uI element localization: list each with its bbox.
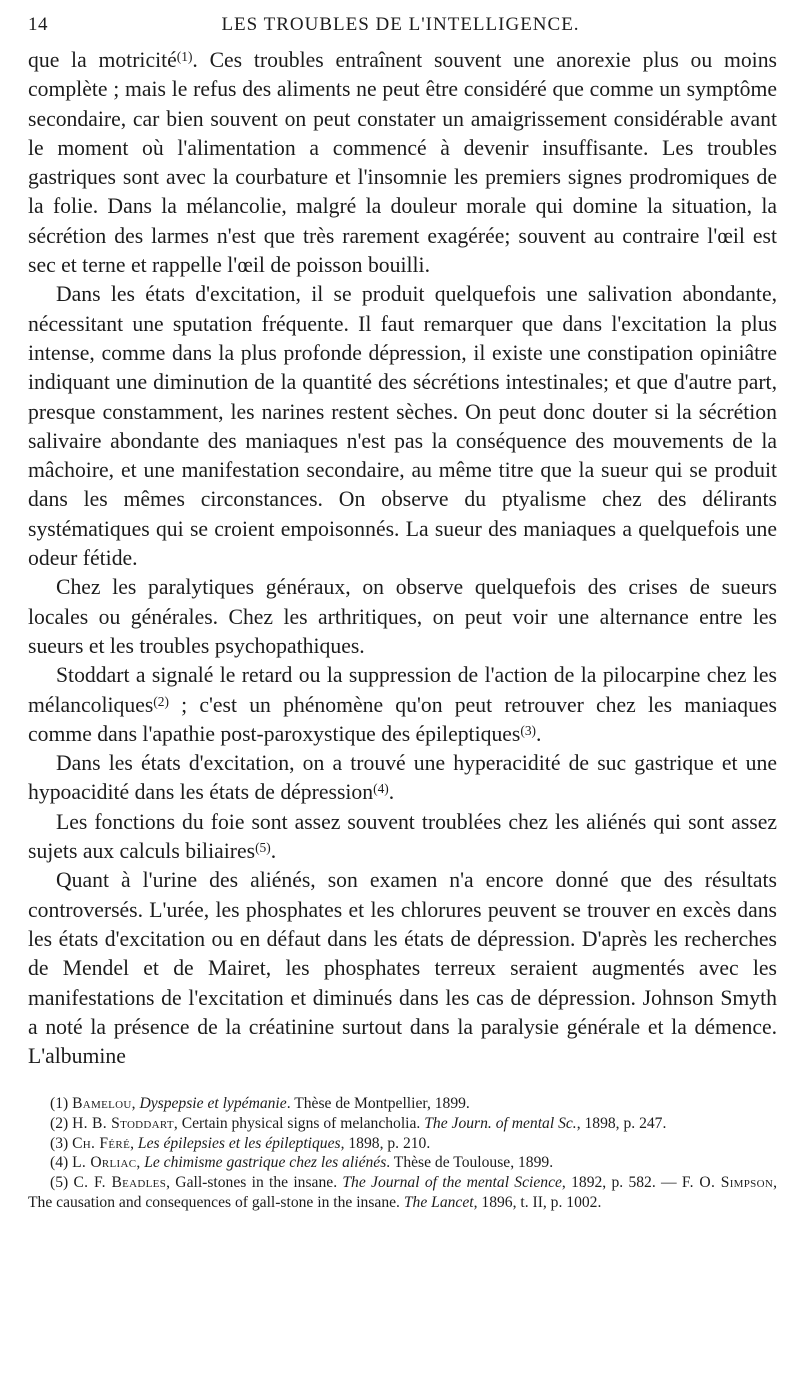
footnote-1: (1) Bamelou, Dyspepsie et lypémanie. Thèse de Montpellier, 1899. [50,1095,470,1112]
footnote-3: (3) Ch. Féré, Les épilepsies et les épileptiques, 1898, p. 210. [50,1134,431,1152]
paragraph-3: Chez les paralytiques généraux, on observe quelquefois des crises de sueurs locales ou générales. Chez les arthritiques, on peut voir une alternance entre les sueurs et les troubles psychopathiques. [28,575,777,658]
footnote-ref-5: (5) [255,839,271,855]
paragraph-2: Dans les états d'excitation, il se produit quelquefois une salivation abondante, nécessitant une sputation fréquente. Il faut remarquer que dans l'excitation la plus intense, comme dans la plus profonde dépression, il existe une constipation opiniâtre indiquant une diminution de la quantité des sécrétions intestinales; et que d'autre part, presque constamment, les narines restent sèches. On peut donc douter si la sécrétion salivaire abondante des maniaques n'est pas la conséquence des mouvements de la mâchoire, et une manifestation secondaire, au même titre que la sueur qui se produit dans les mêmes circonstances. On observe du ptyalisme chez des délirants systématiques qui se croient empoisonnés. La sueur des maniaques a quelquefois une odeur fétide. [28,282,777,571]
footnote-ref-4: (4) [373,781,389,797]
paragraph-1: que la motricité$^{(1)}$. Ces troubles entraînent souvent une anorexie plus ou moins complète ; mais le refus des aliments ne peut être considéré que comme un symptôme secondaire, car bien souvent on peut constater un amaigrissement considérable avant le moment où l'alimentation a commencé à devenir insuffisante. Les troubles gastriques sont avec la courbature et l'insomnie les premiers signes prodromiques de la folie. Dans la mélancolie, malgré la douleur morale qui domine la situation, la sécrétion des larmes n'est que très rarement exagérée; souvent au contraire l'œil est sec et terne et rappelle l'œil de poisson bouilli. [28,48,777,278]
paragraph-5: Dans les états d'excitation, on a trouvé une hyperacidité de suc gastrique et une hypoacidité dans les états de dépression$^{(4)}$. [28,751,777,805]
paragraph-4: Stoddart a signalé le retard ou la suppression de l'action de la pilocarpine chez les mélancoliques$^{(2)}$ ; c'est un phénomène qu'on peut retrouver chez les maniaques comme dans l'apathie post-paroxystique des épileptiques$^{(3)}$. [28,663,777,746]
footnote-2: (2) H. B. Stoddart, Certain physical signs of melancholia. The Journ. of mental Sc., 1898, p. 247. [50,1114,667,1132]
running-title: LES TROUBLES DE L'INTELLIGENCE. [221,14,580,35]
footnote-5: (5) C. F. Beadles, Gall-stones in the insane. The Journal of the mental Science, 1892, p. 582. — F. O. Simpson, The causation and consequences of gall-stone in the insane. The Lancet, 1896, t. II, p. 1002. [28,1174,777,1211]
footnote-ref-1: (1) [176,48,193,64]
body-text [28,46,777,1071]
footnote-ref-3: (3) [520,722,537,738]
footnotes [28,1094,777,1213]
paragraph-7: Quant à l'urine des aliénés, son examen n'a encore donné que des résultats controversés. L'urée, les phosphates et les chlorures peuvent se trouver en excès dans les états d'excitation ou en défaut dans les états de dépression. D'après les recherches de Mendel et de Mairet, les phosphates terreux seraient augmentés avec les manifestations de l'excitation et diminués dans les cas de dépression. Johnson Smyth a noté la présence de la créatinine surtout dans la paralysie générale et la démence. L'albumine [28,868,777,1069]
paragraph-6: Les fonctions du foie sont assez souvent troublées chez les aliénés qui sont assez sujets aux calculs biliaires$^{(5)}$. [28,809,777,864]
footnote-ref-2: (2) [153,693,169,709]
page-number: 14 [28,14,48,35]
running-head [28,14,773,38]
footnote-4: (4) L. Orliac, Le chimisme gastrique chez les aliénés. Thèse de Toulouse, 1899. [50,1154,554,1172]
